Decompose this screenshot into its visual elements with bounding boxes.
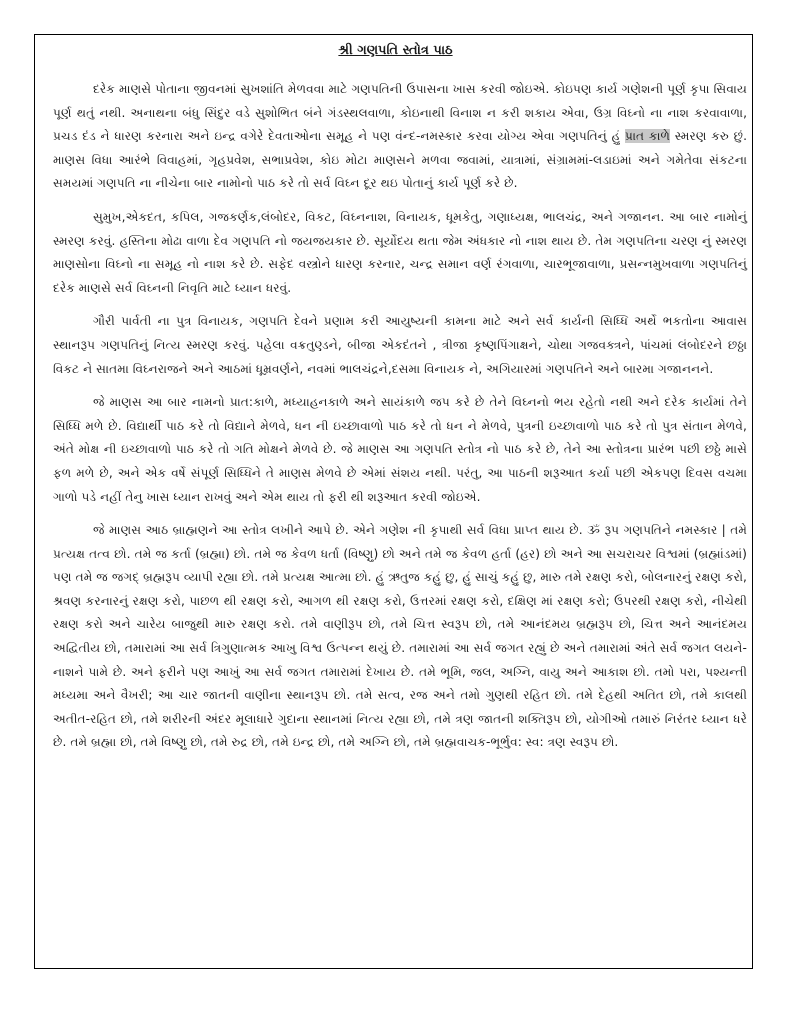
paragraph-3: ગૌરી પાર્વતી ના પુત્ર વિનાયક, ગણપતિ દેવને પ્રણામ કરી આયુષ્યની કામના માટે અને સર્વ કાર્યની સિધ્ધિ અર્થે ભકતોના આવાસ સ્થાનરૂપ ગણપતિનું નિત્ય સ્મરણ કરવું. પહેલા વક્રતુણ્ડને, બીજા એકદંતને , ત્રીજા કૃષ્ણપિંગાક્ષને, ચોથા ગજવક્ત્રને, પાંચમાં લંબોદરને છઠ્ઠા વિકટ ને સાતમા વિઘ્નરાજને અને આઠમાં ધૂમ્રવર્ણને, નવમાં ભાલચંદ્રને,દસમા વિનાયક ને, અગિયારમાં ગણપતિને અને બારમા ગજાનનને.: [53, 314, 747, 376]
paragraph-1-text-start: દરેક માણસે પોતાના જીવનમાં સુખશાંતિ મેળવવા માટે ગણપતિની ઉપાસના ખાસ કરવી જોઇએ. કોઇપણ કાર્ય ગણેશની પૂર્ણ કૃપા સિવાય પૂર્ણ થતું નથી. અનાથના બંધુ સિંદુર વડે સુશોભિત બંને ગંડસ્થલવાળા, કોઇનાથી વિનાશ ન કરી શકાય એવા, ઉગ્ર વિઘ્નો ના નાશ કરવાવાળા, પ્રચડ દંડ ને ધારણ કરનારા અને ઇન્દ્ર વગેરે દેવતાઓના સમૂહ ને પણ વંન્દ-નમસ્કાર કરવા યોગ્ય એવા ગણપતિનું હું: [53, 82, 747, 144]
document-body: [53, 78, 747, 765]
paragraph-2: સુમુખ,એકદત, કપિલ, ગજકર્ણક,લંબોદર, વિકટ, વિઘ્નનાશ, વિનાયક, ધૂમકેતુ, ગણાધ્યક્ષ, ભાલચંદ્ર, અને ગજાનન. આ બાર નામોનું સ્મરણ કરવું. હસ્તિના મોઢા વાળા દેવ ગણપતિ નો જયજયકાર છે. સૂર્યોદય થતા જેમ અંધકાર નો નાશ થાય છે. તેમ ગણપતિના ચરણ નું સ્મરણ માણસોના વિઘ્નો ના સમૂહ નો નાશ કરે છે. સફેદ વસ્ત્રોને ધારણ કરનાર, ચન્દ્ર સમાન વર્ણ રંગવાળા, ચારભૂજાવાળા, પ્રસન્નમુખવાળા ગણપતિનું દરેક માણસે સર્વ વિઘ્નની નિવૃતિ માટે ધ્યાન ધરવું.: [53, 209, 747, 295]
paragraph-4: જે માણસ આ બાર નામનો પ્રાત:કાળે, મધ્યાહનકાળે અને સાયંકાળે જપ કરે છે તેને વિઘ્નનો ભય રહેતો નથી અને દરેક કાર્યમાં તેને સિધ્ધિ મળે છે. વિદ્યાર્થી પાઠ કરે તો વિદ્યાને મેળવે, ધન ની ઇચ્છાવાળો પાઠ કરે તો ધન ને મેળવે, પુત્રની ઇચ્છાવાળો પાઠ કરે તો પુત્ર સંતાન મેળવે, અંતે મોક્ષ ની ઇચ્છાવાળો પાઠ કરે તો ગતિ મોક્ષને મેળવે છે. જે માણસ આ ગણપતિ સ્તોત્ર નો પાઠ કરે છે, તેને આ સ્તોત્રના પ્રારંભ પછી છઠ્ઠે માસે ફળ મળે છે, અને એક વર્ષે સંપૂર્ણ સિધ્ધિને તે માણસ મેળવે છે એમાં સંશય નથી. પરંતુ, આ પાઠની શરૂઆત કર્યા પછી એકપણ દિવસ વચમા ગાળો પડે નહીં તેનુ ખાસ ધ્યાન રાખવું અને એમ થાય તો ફરી થી શરૂઆત કરવી જોઇએ.: [53, 395, 747, 504]
paragraph-1-text-end: સ્મરણ કરુ છું. માણસ વિધા આરંભે વિવાહમાં, ગૃહપ્રવેશ, સભાપ્રવેશ, કોઇ મોટા માણસને મળવા જવામાં, યાત્રામાં, સંગ્રામમાં-લડાઇમાં અને ગમેતેવા સંકટના સમયમાં ગણપતિ ના નીચેના બાર નામોનો પાઠ કરે તો સર્વ વિઘ્ન દૂર થઇ પોતાનું કાર્ય પૂર્ણ કરે છે.: [53, 129, 747, 191]
highlighted-text: પ્રાત કાળે: [625, 129, 671, 144]
paragraph-1: [53, 78, 747, 196]
document-title: શ્રી ગણપતિ સ્તોત્ર પાઠ: [338, 43, 453, 58]
paragraph-5: જે માણસ આઠ બ્રાહ્મણને આ સ્તોત્ર લખીને આપે છે. એને ગણેશ ની કૃપાથી સર્વ વિધા પ્રાપ્ત થાય છે. ૐ રૂપ ગણપતિને નમસ્કાર | તમે પ્રત્યક્ષ તત્વ છો. તમે જ કર્તા (બ્રહ્મા) છો. તમે જ કેવળ ધર્તા (વિષ્ણુ) છો અને તમે જ કેવળ હર્તા (હર) છો અને આ સચરાચર વિશ્વમાં (બ્રહ્માંડમાં) પણ તમે જ જગદ્ બ્રહ્મરૂપ વ્યાપી રહ્યા છો. તમે પ્રત્યક્ષ આત્મા છો. હું ઋતુજ કહું છુ, હું સાચું કહું છુ, મારુ તમે રક્ષણ કરો, બોલનારનું રક્ષણ કરો, શ્રવણ કરનારનું રક્ષણ કરો, પાછળ થી રક્ષણ કરો, આગળ થી રક્ષણ કરો, ઉત્તરમાં રક્ષણ કરો, દક્ષિણ માં રક્ષણ કરો; ઉપરથી રક્ષણ કરો, નીચેથી રક્ષણ કરો અને ચારેય બાજુથી મારુ રક્ષણ કરો. તમે વાણીરૂપ છો, તમે ચિત્ત સ્વરૂપ છો, તમે આનંદમય બ્રહ્મરૂપ છો, ચિત્ત અને આનંદમય અદ્વિતીય છો, તમારામાં આ સર્વ ત્રિગુણાત્મક આખુ વિશ્વ ઉત્પન્ન થયું છે. તમારામાં આ સર્વ જગત રહ્યું છે અને તમારામાં અંતે સર્વ જગત લયને-નાશને પામે છે. અને ફરીને પણ આખું આ સર્વ જગત તમારામાં દેખાય છે. તમે ભૂમિ, જલ, અગ્નિ, વાયુ અને આકાશ છો. તમો પરા, પશ્યન્તી મધ્યમા અને વૈખરી; આ ચાર જાતની વાણીના સ્થાનરૂપ છો. તમે સત્વ, રજ અને તમો ગુણથી રહિત છો. તમે દેહથી અતિત છો, તમે કાલથી અતીત-રહિત છો, તમે શરીરની અંદર મૂલાધારે ગુદાના સ્થાનમાં નિત્ય રહ્યા છો, તમે ત્રણ જાતની શક્તિરૂપ છો, યોગીઓ તમારું નિરંતર ધ્યાન ધરે છે. તમે બ્રહ્મા છો, તમે વિષ્ણુ છો, તમે રુદ્ર છો, તમે ઇન્દ્ર છો, તમે અગ્નિ છો, તમે બ્રહ્મવાચક-ભૂર્ભુવ: સ્વ: ત્રણ સ્વરૂપ છો.: [53, 523, 747, 750]
